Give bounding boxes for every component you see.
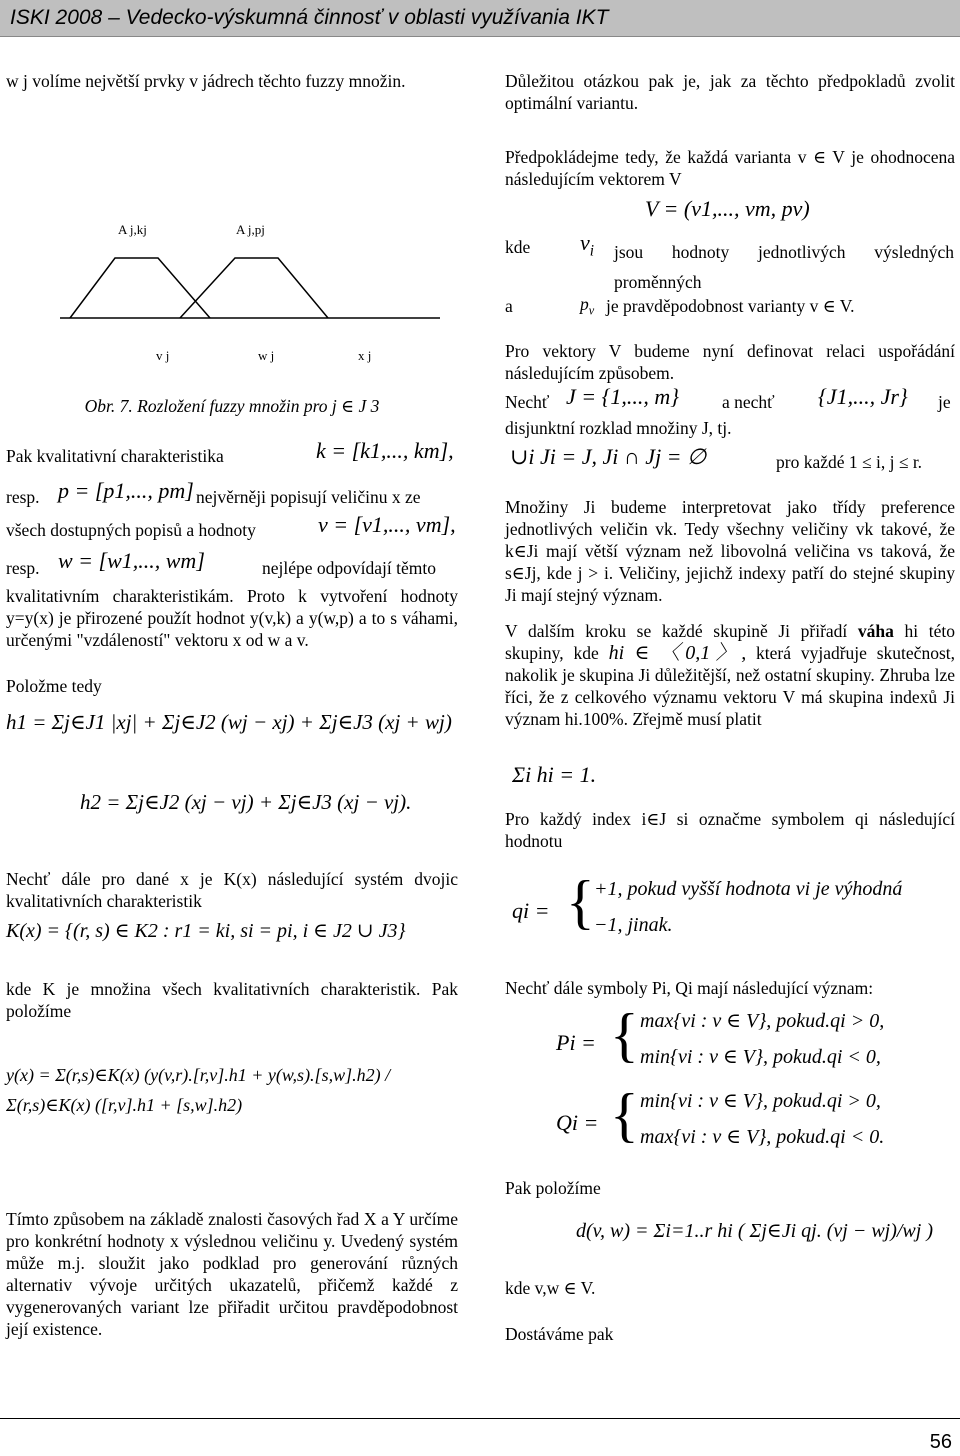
text-resp-1: resp. (6, 487, 40, 507)
eq-w: w = [w1,..., wm] (58, 548, 205, 573)
eq-hi: hi ∈ 〈0,1〉, (608, 642, 747, 664)
text-dalsi-a: V dalším kroku se každé skupině Ji přiřadí (505, 621, 848, 641)
eq-Jset: {J1,..., Jr} (818, 384, 908, 409)
eq-Kx: K(x) = {(r, s) ∈ K2 : r1 = ki, si = pi, i ∈ J2 ∪ J3} (6, 920, 406, 942)
eq-v: v = [v1,..., vm], (318, 512, 456, 537)
text-dulezitou: Důležitou otázkou pak je, jak za těchto předpokladů zvolit optimální variantu. (505, 71, 955, 113)
text-dalsi-c: která vyjadřuje skutečnost, nakolik je skupina Ji důležitější, než ostatní skupiny. Zhruba lze říci, že z celkového významu vektoru V má skupina indexů Ji význam hi.100%. Zřejmě musí platit (505, 643, 955, 729)
label-wj: w j (258, 348, 275, 363)
text-je: je (938, 392, 951, 412)
text-nejverneji: nejvěrněji popisují veličinu x ze (196, 487, 421, 507)
var-vi: $v_i$ (580, 230, 595, 260)
eq-union: ∪i Ji = J, Ji ∩ Jj = ∅ (510, 444, 707, 469)
q-brace: { (566, 869, 595, 935)
text-pravdepodobnost: je pravděpodobnost varianty v ∈ V. (606, 296, 855, 316)
eq-yx: y(x) = Σ(r,s)∈K(x) (y(v,r).[r,v].h1 + y(w,s).[s,w].h2) / Σ(r,s)∈K(x) ([r,v].h1 + [s,w].h2) (6, 1065, 391, 1115)
P-case-1: max{vi : v ∈ V}, pokud.qi > 0, (640, 1010, 885, 1032)
text-pro-kazdy: Pro každý index i∈J si označme symbolem qi následující hodnotu (505, 809, 955, 851)
label-a-kj: A j,kj (118, 222, 147, 237)
eq-h1: h1 = Σj∈J1 |xj| + Σj∈J2 (wj − xj) + Σj∈J3 (xj + wj) (6, 710, 452, 734)
text-pro-vektory: Pro vektory V budeme nyní definovat relaci uspořádání následujícím způsobem. (505, 341, 955, 383)
text-dalsi-b: hi této skupiny, kde (505, 621, 956, 663)
text-dalsi-krok (505, 620, 955, 730)
text-jsou-hodnoty: jsou hodnoty jednotlivých výsledných proměnných (614, 242, 954, 292)
text-vaha: váha (857, 621, 894, 641)
text-predpokladejme: Předpokládejme tedy, že každá varianta v ∈ V je ohodnocena následujícím vektorem V (505, 147, 955, 189)
label-xj: x j (358, 348, 372, 363)
text-pak: Pak kvalitativní charakteristika (6, 446, 224, 466)
footer-rule (0, 1418, 960, 1419)
Q-brace: { (610, 1082, 639, 1148)
Q-case-1: min{vi : v ∈ V}, pokud.qi > 0, (640, 1090, 881, 1112)
eq-d: d(v, w) = Σi=1..r hi ( Σj∈Ji qj. (vj − wj)/wj ) (576, 1220, 933, 1242)
text-pak-polozime: Pak položíme (505, 1178, 601, 1198)
intro-paragraph: w j volíme největší prvky v jádrech těchto fuzzy množin. (6, 71, 406, 91)
eq-p: p = [p1,..., pm] (58, 478, 194, 503)
page-header (0, 0, 960, 37)
text-mnoziny: Množiny Ji budeme interpretovat jako třídy preference jednotlivých veličin vk. Tedy všechny veličiny vk takové, že k∈Ji mají větší význam než libovolná veličina vs taková, že s∈Jj, kde j > i. Veličiny, jejichž indexy patří do stejné skupiny Ji mají stejný význam. (505, 497, 955, 605)
eq-J: J = {1,..., m} (566, 384, 680, 409)
text-kde: kde (505, 237, 531, 257)
eq-h2: h2 = Σj∈J2 (xj − vj) + Σj∈J3 (xj − vj). (80, 790, 412, 814)
q-case-2: −1, jinak. (594, 914, 673, 936)
Q-case-2: max{vi : v ∈ V}, pokud.qi < 0. (640, 1126, 885, 1148)
q-case-1: +1, pokud vyšší hodnota vi je výhodná (594, 878, 903, 900)
text-nechd-J: Nechť (505, 392, 550, 412)
left-column (6, 70, 458, 104)
label-vj: v j (156, 348, 170, 363)
eq-k: k = [k1,..., km], (316, 438, 454, 463)
P-brace: { (610, 1002, 639, 1068)
P-lhs: Pi = (556, 1030, 596, 1055)
text-kde-vw: kde v,w ∈ V. (505, 1278, 596, 1298)
eq-sum-h: Σi hi = 1. (512, 762, 597, 787)
text-nejlepe: nejlépe odpovídají těmto (262, 558, 436, 578)
page-number: 56 (929, 1431, 952, 1453)
text-kde-K: kde K je množina všech kvalitativních charakteristik. Pak položíme (6, 979, 458, 1021)
fuzzy-figure (40, 200, 460, 380)
text-a: a (505, 296, 513, 316)
text-dostavame: Dostáváme pak (505, 1324, 614, 1344)
var-pv: $p_v$ (580, 294, 595, 318)
text-nechd: Nechť dále pro dané x je K(x) následující systém dvojic kvalitativních charakteristik (6, 869, 458, 911)
Q-lhs: Qi = (556, 1110, 599, 1135)
text-vsech: všech dostupných popisů a hodnoty (6, 520, 256, 540)
figure-caption: Obr. 7. Rozložení fuzzy množin pro j ∈ J 3 (84, 396, 380, 416)
text-symboly: Nechť dále symboly Pi, Qi mají následující význam: (505, 978, 874, 998)
text-timto: Tímto způsobem na základě znalosti časových řad X a Y určíme pro konkrétní hodnoty x výslednou veličinu y. Uvedený systém může m.j. sloužit jako podklad pro generování různých alternativ vývoje určitých ukazatelů, přičemž každé z vygenerovaných variant lze přiřadit určitou pravděpodobnost její existence. (6, 1209, 458, 1339)
P-case-2: min{vi : v ∈ V}, pokud.qi < 0, (640, 1046, 881, 1068)
text-polozme: Položme tedy (6, 676, 102, 696)
text-kvalitativnim: kvalitativním charakteristikám. Proto k vytvoření hodnoty y=y(x) je přirozené použít hodnot y(v,k) a y(w,p) a to s váhami, určenými "vzdáleností" vektoru x od w a v. (6, 586, 458, 650)
q-lhs: qi = (512, 898, 550, 923)
text-pro-kazde: pro každé 1 ≤ i, j ≤ r. (776, 452, 923, 472)
text-resp-2: resp. (6, 558, 40, 578)
label-a-pj: A j,pj (236, 222, 265, 237)
header-title: ISKI 2008 – Vedecko-výskumná činnosť v oblasti využívania IKT (10, 6, 609, 29)
eq-V: V = (v1,..., vm, pv) (645, 196, 810, 221)
text-a-nechd: a nechť (722, 392, 775, 412)
text-disjunktni: disjunktní rozklad množiny J, tj. (505, 418, 732, 438)
